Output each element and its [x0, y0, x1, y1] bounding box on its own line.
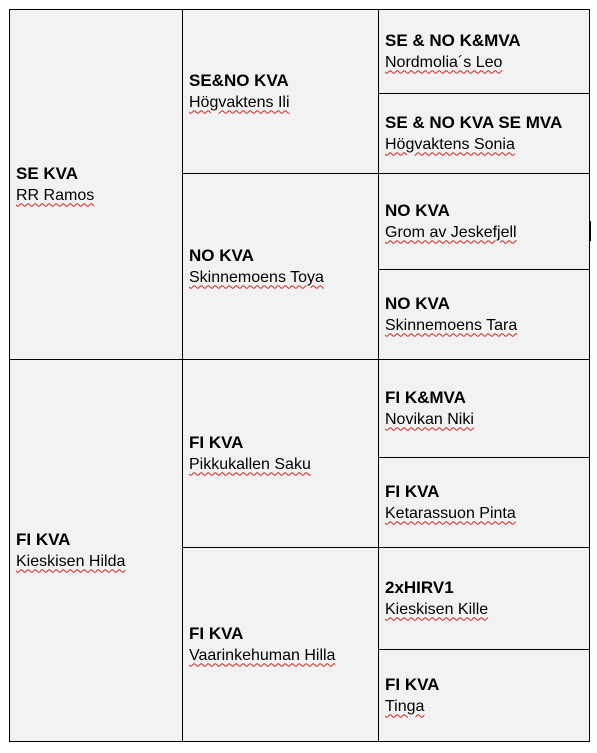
ancestor-3-name: Grom av Jeskefjell	[385, 223, 517, 241]
ancestor-8-name: Tinga	[385, 697, 425, 715]
parent-cell-dam	[10, 360, 183, 742]
ancestor-cell-7	[379, 548, 590, 650]
ancestor-3-title: NO KVA	[385, 200, 450, 220]
ancestor-4-title: NO KVA	[385, 293, 450, 313]
grandparent-cell-3	[183, 360, 379, 548]
ancestor-cell-2	[379, 94, 590, 174]
ancestor-6-title: FI KVA	[385, 481, 440, 501]
ancestor-cell-1	[379, 10, 590, 94]
ancestor-cell-3	[379, 174, 590, 270]
grandparent-1-title: SE&NO KVA	[189, 70, 289, 90]
ancestor-7-name: Kieskisen Kille	[385, 600, 489, 618]
sire-title: SE KVA	[16, 163, 79, 183]
ancestor-1-name: Nordmolia´s Leo	[385, 53, 503, 71]
ancestor-2-title: SE & NO KVA SE MVA	[385, 112, 563, 132]
text-cursor	[589, 221, 591, 241]
grandparent-3-name: Pikkukallen Saku	[189, 455, 311, 473]
grandparent-cell-1	[183, 10, 379, 174]
ancestor-5-name: Novikan Niki	[385, 410, 474, 428]
ancestor-cell-4	[379, 270, 590, 360]
ancestor-cell-6	[379, 458, 590, 548]
ancestor-8-title: FI KVA	[385, 674, 440, 694]
grandparent-3-title: FI KVA	[189, 432, 244, 452]
pedigree-table	[9, 9, 590, 742]
grandparent-2-name: Skinnemoens Toya	[189, 268, 324, 286]
grandparent-2-title: NO KVA	[189, 245, 254, 265]
ancestor-1-title: SE & NO K&MVA	[385, 30, 521, 50]
ancestor-7-title: 2xHIRV1	[385, 577, 454, 597]
ancestor-5-title: FI K&MVA	[385, 387, 466, 407]
grandparent-1-name: Högvaktens Ili	[189, 93, 290, 111]
ancestor-cell-5	[379, 360, 590, 458]
ancestor-4-name: Skinnemoens Tara	[385, 316, 518, 334]
ancestor-cell-8	[379, 650, 590, 742]
dam-name: Kieskisen Hilda	[16, 552, 126, 570]
ancestor-2-name: Högvaktens Sonia	[385, 135, 515, 153]
parent-cell-sire	[10, 10, 183, 360]
grandparent-4-name: Vaarinkehuman Hilla	[189, 646, 336, 664]
grandparent-cell-2	[183, 174, 379, 360]
sire-name: RR Ramos	[16, 186, 95, 204]
dam-title: FI KVA	[16, 529, 71, 549]
ancestor-6-name: Ketarassuon Pinta	[385, 504, 516, 522]
grandparent-cell-4	[183, 548, 379, 742]
grandparent-4-title: FI KVA	[189, 623, 244, 643]
